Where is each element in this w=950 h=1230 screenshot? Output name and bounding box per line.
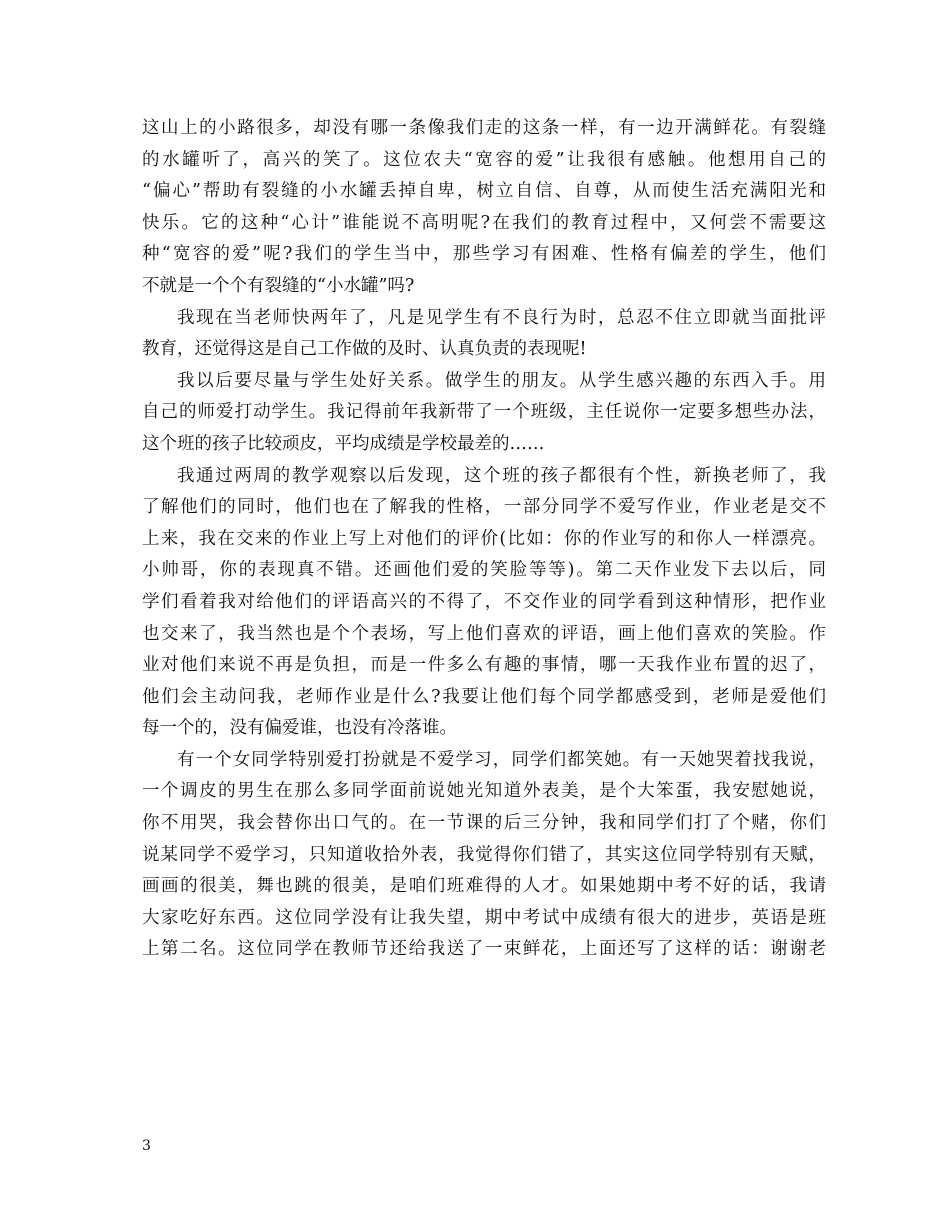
body-text xyxy=(142,113,826,966)
text-line: 上第二名。这位同学在教师节还给我送了一束鲜花，上面还写了这样的话：谢谢老 xyxy=(142,939,826,960)
text-line: 我通过两周的教学观察以后发现，这个班的孩子都很有个性，新换老师了，我 xyxy=(177,465,826,486)
text-line: 大家吃好东西。这位同学没有让我失望，期中考试中成绩有很大的进步，英语是班 xyxy=(142,907,826,928)
text-line: “偏心”帮助有裂缝的小水罐丢掉自卑，树立自信、自尊，从而使生活充满阳光和 xyxy=(142,181,826,202)
text-line: 画画的很美，舞也跳的很美，是咱们班难得的人才。如果她期中考不好的话，我请 xyxy=(142,876,826,897)
text-line: 业对他们来说不再是负担，而是一件多么有趣的事情，哪一天我作业布置的迟了， xyxy=(142,655,826,676)
text-line: 自己的师爱打动学生。我记得前年我新带了一个班级，主任说你一定要多想些办法， xyxy=(142,402,826,423)
text-line: 我以后要尽量与学生处好关系。做学生的朋友。从学生感兴趣的东西入手。用 xyxy=(177,370,826,391)
text-line: 这山上的小路很多，却没有哪一条像我们走的这条一样，有一边开满鲜花。有裂缝 xyxy=(142,118,826,138)
text-line: 有一个女同学特别爱打扮就是不爱学习，同学们都笑她。有一天她哭着找我说， xyxy=(177,749,826,770)
text-line: 小帅哥，你的表现真不错。还画他们爱的笑脸等等)。第二天作业发下去以后，同 xyxy=(142,560,826,581)
text-line: 快乐。它的这种“心计”谁能说不高明呢?在我们的教育过程中，又何尝不需要这 xyxy=(142,212,826,233)
text-line: 你不用哭，我会替你出口气的。在一节课的后三分钟，我和同学们打了个赌，你们 xyxy=(142,813,826,834)
text-line: 教育，还觉得这是自己工作做的及时、认真负责的表现呢! xyxy=(142,339,587,360)
text-line: 的水罐听了，高兴的笑了。这位农夫“宽容的爱”让我很有感触。他想用自己的 xyxy=(142,149,826,170)
text-line: 种“宽容的爱”呢?我们的学生当中，那些学习有困难、性格有偏差的学生，他们 xyxy=(142,244,826,265)
text-line: 上来，我在交来的作业上写上对他们的评价(比如：你的作业写的和你人一样漂亮。 xyxy=(142,528,826,549)
text-line: 我现在当老师快两年了，凡是见学生有不良行为时，总忍不住立即就当面批评 xyxy=(177,307,826,328)
text-line: 他们会主动问我，老师作业是什么?我要让他们每个同学都感受到，老师是爱他们 xyxy=(142,686,826,707)
text-line: 一个调皮的男生在那么多同学面前说她光知道外表美，是个大笨蛋，我安慰她说， xyxy=(142,781,826,802)
text-line: 了解他们的同时，他们也在了解我的性格，一部分同学不爱写作业，作业老是交不 xyxy=(142,497,826,518)
text-line: 不就是一个个有裂缝的“小水罐”吗? xyxy=(142,275,415,296)
text-line: 也交来了，我当然也是个个表场，写上他们喜欢的评语，画上他们喜欢的笑脸。作 xyxy=(142,623,826,644)
text-line: 学们看着我对给他们的评语高兴的不得了，不交作业的同学看到这种情形，把作业 xyxy=(142,591,826,612)
text-line: 说某同学不爱学习，只知道收拾外表，我觉得你们错了，其实这位同学特别有天赋， xyxy=(142,844,826,865)
page-number: 3 xyxy=(142,1138,151,1154)
text-line: 每一个的，没有偏爱谁，也没有冷落谁。 xyxy=(142,718,457,739)
text-line: 这个班的孩子比较顽皮，平均成绩是学校最差的…… xyxy=(142,433,545,454)
